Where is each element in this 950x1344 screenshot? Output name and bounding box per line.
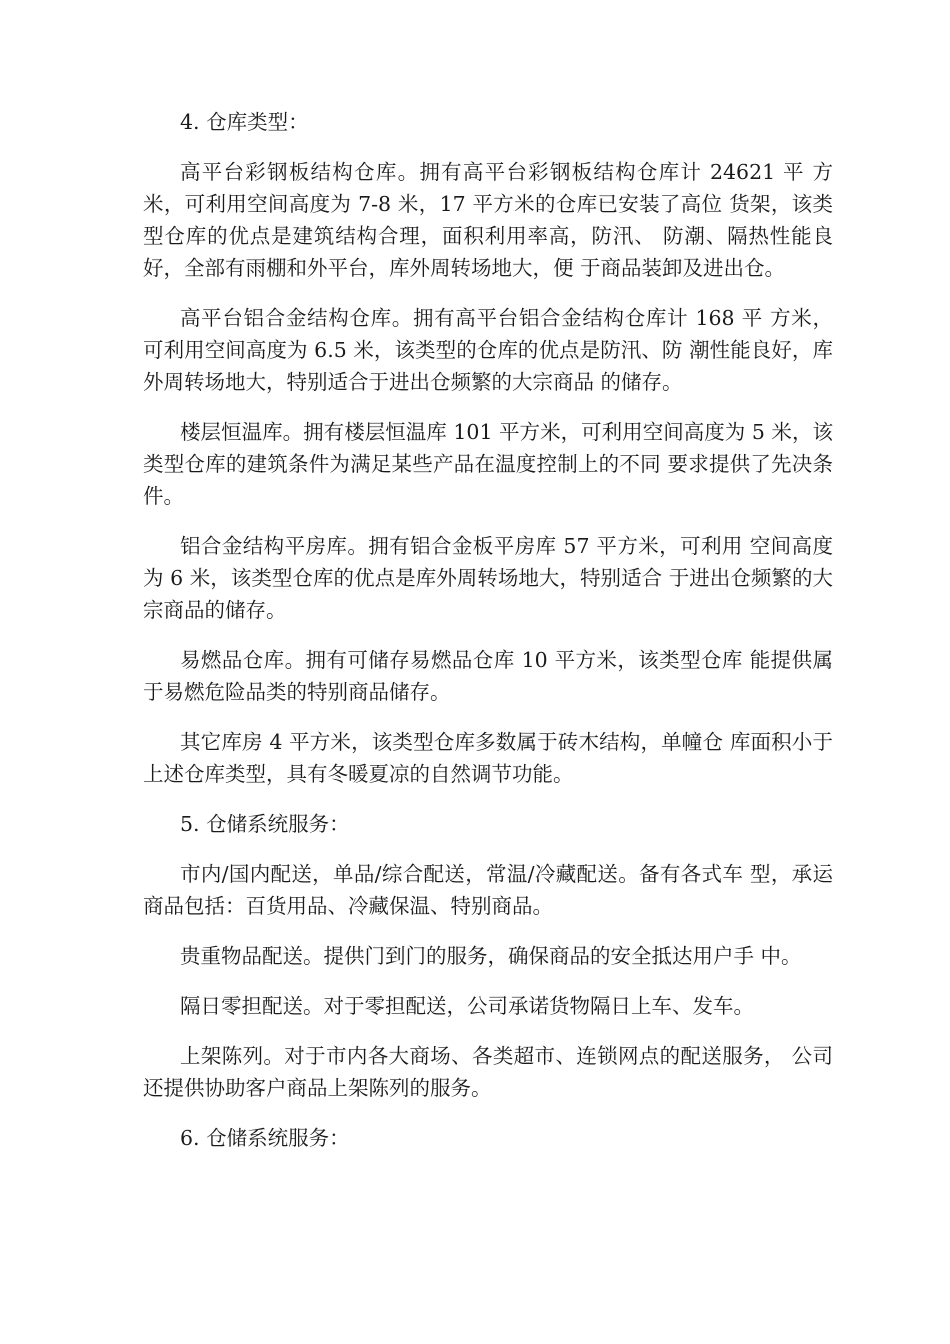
paragraph-constant-temperature-warehouse: 楼层恒温库。拥有楼层恒温库 101 平方米，可利用空间高度为 5 米，该类型仓库的建筑条件为满足某些产品在温度控制上的不同 要求提供了先决条件。 (143, 420, 833, 508)
paragraph-high-platform-aluminum-warehouse: 高平台铝合金结构仓库。拥有高平台铝合金结构仓库计 168 平 方米，可利用空间高度为 6.5 米，该类型的仓库的优点是防汛、防 潮性能良好，库外周转场地大，特别适合于进出仓频繁的大宗商品 的储存。 (143, 306, 833, 394)
section-heading-storage-services: 5. 仓储系统服务： (180, 812, 350, 836)
paragraph-other-warehouses: 其它库房 4 平方米，该类型仓库多数属于砖木结构，单幢仓 库面积小于上述仓库类型，具有冬暖夏凉的自然调节功能。 (143, 730, 833, 786)
paragraph-valuables-delivery: 贵重物品配送。提供门到门的服务，确保商品的安全抵达用户手 中。 (180, 944, 802, 968)
paragraph-shelf-display: 上架陈列。对于市内各大商场、各类超市、连锁网点的配送服务， 公司还提供协助客户商品上架陈列的服务。 (143, 1044, 833, 1100)
document-body (143, 106, 833, 1172)
paragraph-aluminum-bungalow-warehouse: 铝合金结构平房库。拥有铝合金板平房库 57 平方米，可利用 空间高度为 6 米，该类型仓库的优点是库外周转场地大，特别适合 于进出仓频繁的大宗商品的储存。 (143, 534, 833, 622)
paragraph-flammable-goods-warehouse: 易燃品仓库。拥有可储存易燃品仓库 10 平方米，该类型仓库 能提供属于易燃危险品类的特别商品储存。 (143, 648, 833, 704)
paragraph-high-platform-steel-warehouse: 高平台彩钢板结构仓库。拥有高平台彩钢板结构仓库计 24621 平 方米，可利用空间高度为 7-8 米，17 平方米的仓库已安装了高位 货架，该类型仓库的优点是建筑结构合理，面积利用率高，防汛、 防潮、隔热性能良好，全部有雨棚和外平台，库外周转场地大，便 于商品装卸及进出仓。 (143, 160, 833, 280)
paragraph-next-day-ltl-delivery: 隔日零担配送。对于零担配送，公司承诺货物隔日上车、发车。 (180, 994, 754, 1018)
section-heading-warehouse-types: 4. 仓库类型： (180, 110, 309, 134)
section-heading-storage-services-2: 6. 仓储系统服务： (180, 1126, 350, 1150)
paragraph-local-national-delivery: 市内/国内配送，单品/综合配送，常温/冷藏配送。备有各式车 型，承运商品包括：百货用品、冷藏保温、特别商品。 (143, 862, 833, 918)
